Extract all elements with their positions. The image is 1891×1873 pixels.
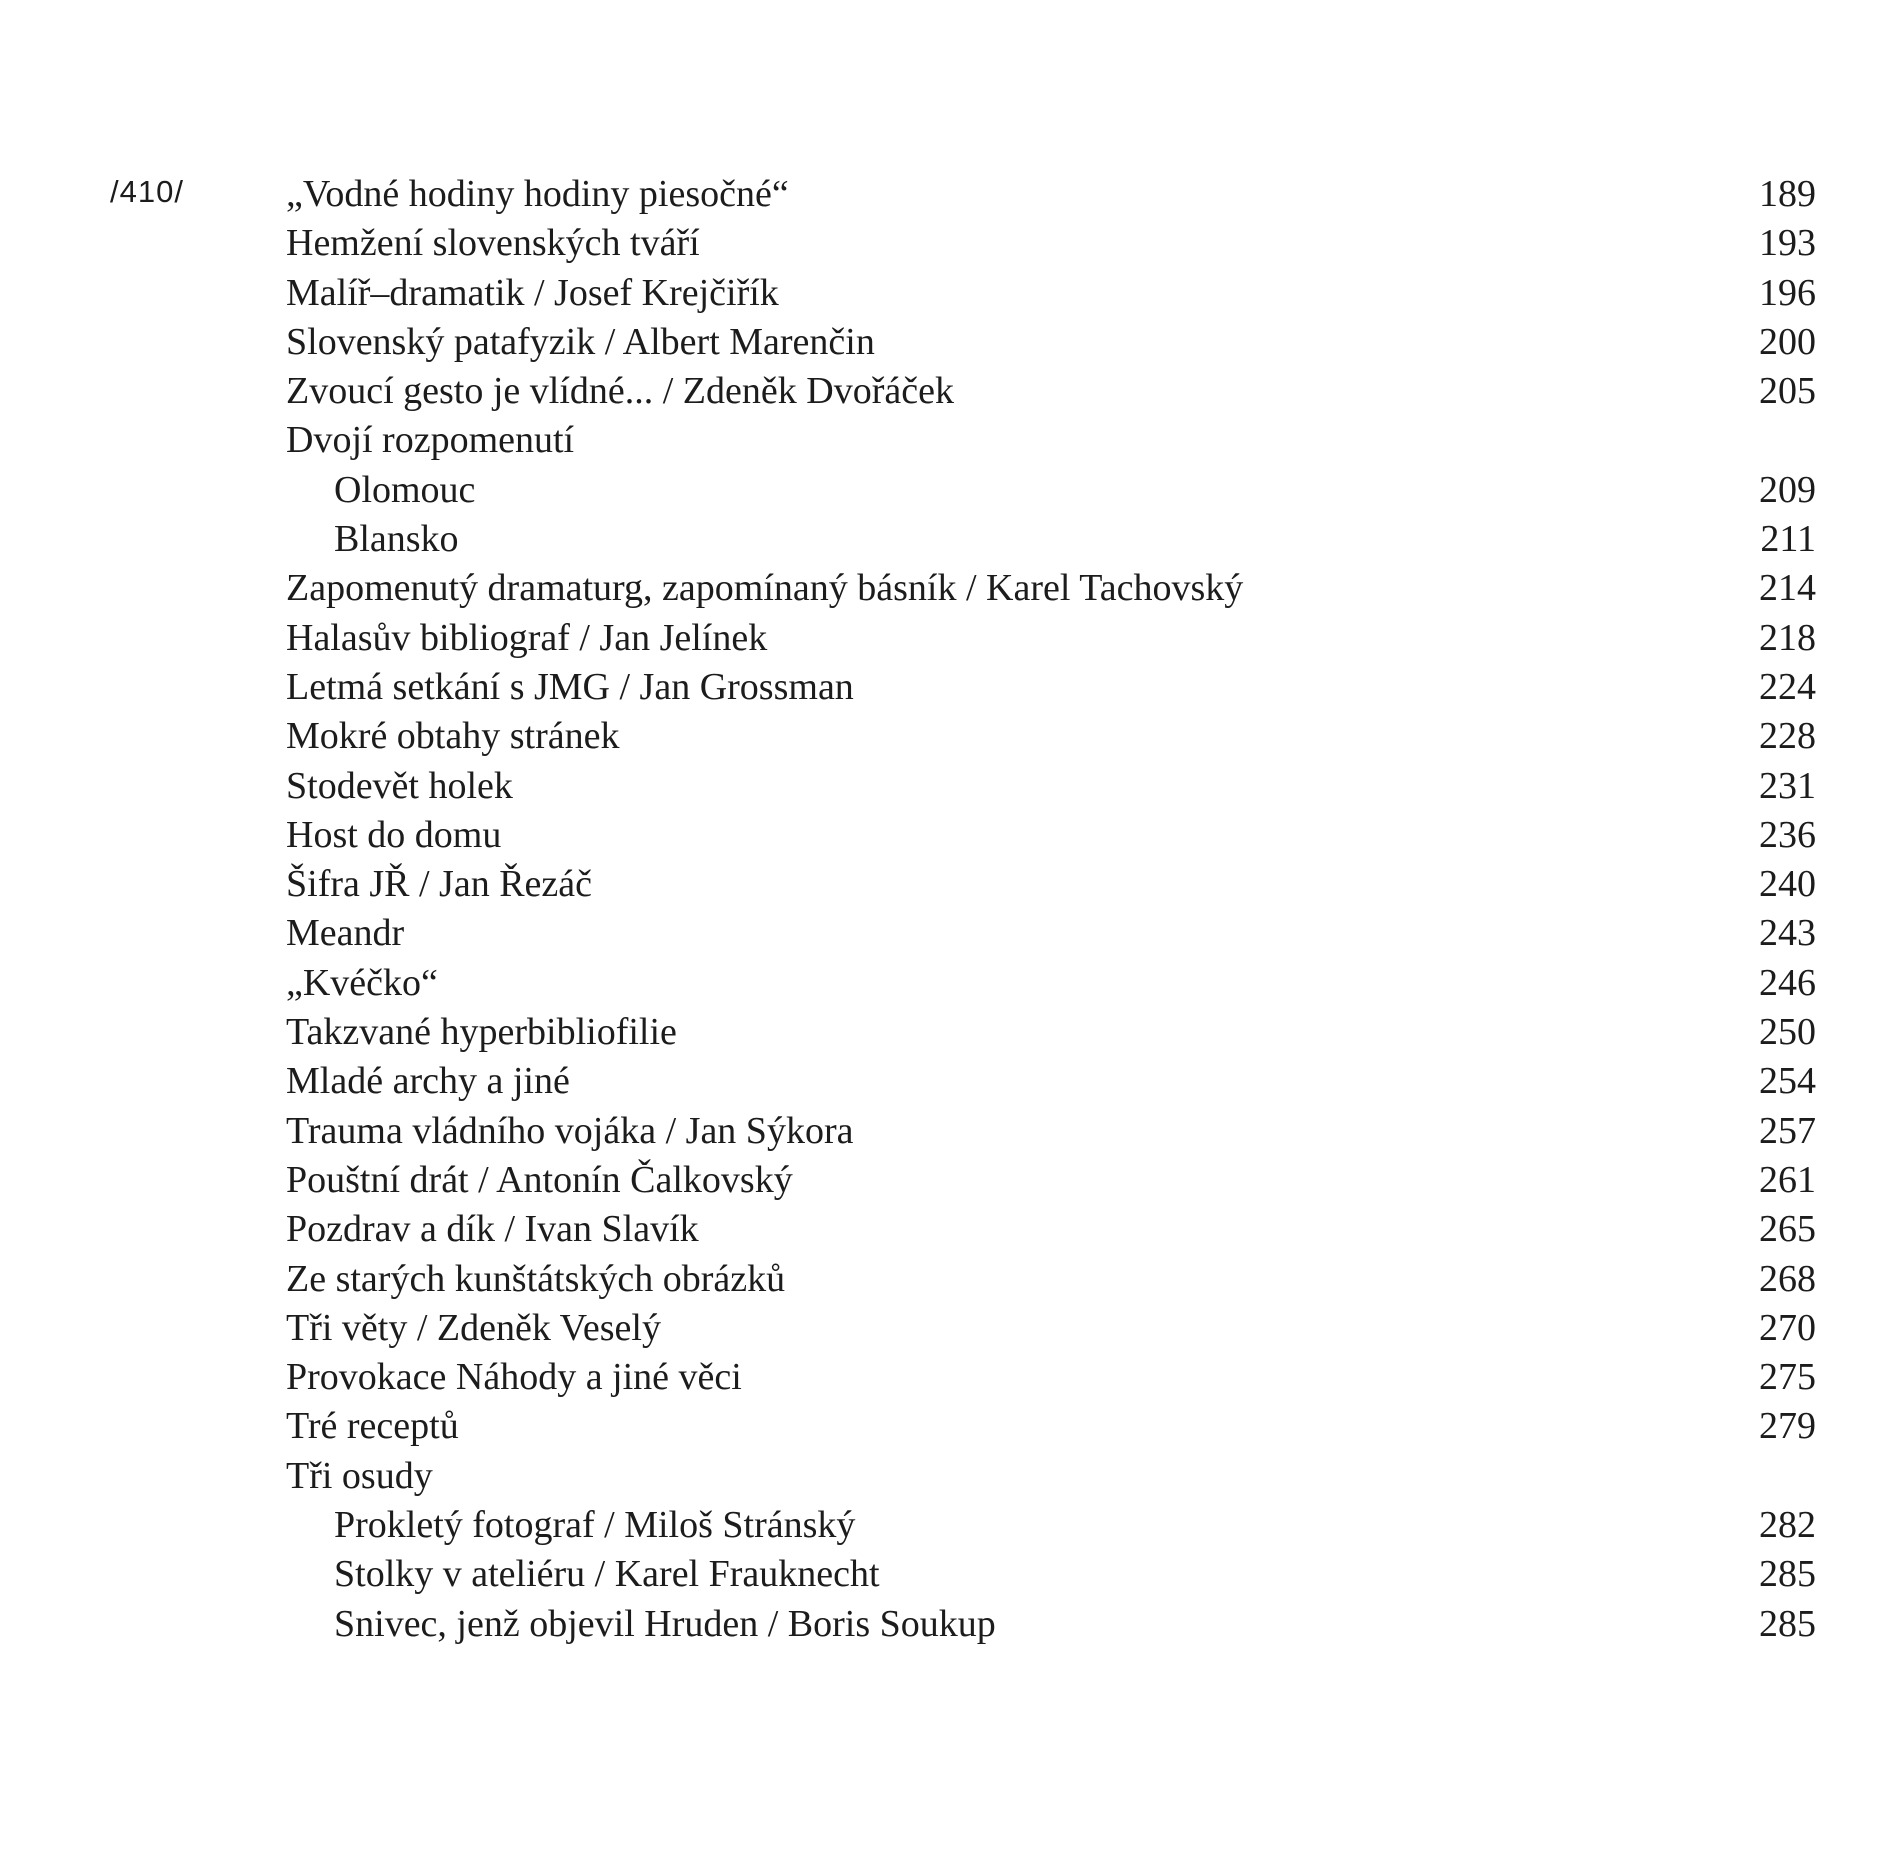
- toc-entry-title: Trauma vládního vojáka / Jan Sýkora: [286, 1109, 854, 1152]
- toc-entry: [286, 1057, 1816, 1106]
- toc-entry-title: Malíř–dramatik / Josef Krejčiřík: [286, 271, 779, 314]
- toc-subentry: [286, 515, 1816, 564]
- toc-entry: [286, 1156, 1816, 1205]
- toc-entry-title: Takzvané hyperbibliofilie: [286, 1011, 677, 1054]
- toc-entry: [286, 762, 1816, 811]
- toc-entry-title: Halasův bibliograf / Jan Jelínek: [286, 616, 768, 659]
- page-number: /410/: [110, 174, 184, 209]
- toc-entry-page-number: 250: [1759, 1011, 1816, 1054]
- toc-entry-page-number: 228: [1759, 715, 1816, 758]
- toc-entry-page-number: 279: [1759, 1405, 1816, 1448]
- toc-entry-page-number: 209: [1759, 468, 1816, 511]
- toc-entry-title: Zapomenutý dramaturg, zapomínaný básník / Karel Tachovský: [286, 567, 1244, 610]
- toc-entry-title: Slovenský patafyzik / Albert Marenčin: [286, 320, 875, 363]
- toc-entry: [286, 367, 1816, 416]
- toc-entry-page-number: 196: [1759, 271, 1816, 314]
- toc-entry-page-number: 205: [1759, 370, 1816, 413]
- toc-entry: [286, 170, 1816, 219]
- toc-entry-page-number: 243: [1759, 912, 1816, 955]
- toc-entry-title: Meandr: [286, 912, 405, 955]
- toc-entry-title: Provokace Náhody a jiné věci: [286, 1356, 742, 1399]
- toc-entry-title: Stodevět holek: [286, 764, 513, 807]
- toc-entry-title: „Vodné hodiny hodiny piesočné“: [286, 173, 789, 215]
- toc-entry: [286, 1304, 1816, 1353]
- toc-entry: [286, 860, 1816, 909]
- toc-entry-page-number: 254: [1759, 1060, 1816, 1103]
- toc-entry: [286, 663, 1816, 712]
- toc-entry-page-number: 265: [1759, 1208, 1816, 1251]
- toc-entry: [286, 1452, 1816, 1501]
- toc-entry-title: Prokletý fotograf / Miloš Stránský: [334, 1504, 856, 1547]
- toc-entry-title: Šifra JŘ / Jan Řezáč: [286, 863, 593, 906]
- toc-entry: [286, 1255, 1816, 1304]
- toc-entry: [286, 318, 1816, 367]
- toc-entry-page-number: 193: [1759, 222, 1816, 265]
- toc-entry-title: Letmá setkání s JMG / Jan Grossman: [286, 665, 854, 708]
- toc-entry-title: „Kvéčko“: [286, 961, 438, 1004]
- toc-entry: [286, 1107, 1816, 1156]
- toc-entry-title: Zvoucí gesto je vlídné... / Zdeněk Dvořáček: [286, 370, 954, 413]
- toc-entry: [286, 1008, 1816, 1057]
- toc-entry: [286, 269, 1816, 318]
- toc-entry: [286, 959, 1816, 1008]
- toc-entry-page-number: 236: [1759, 813, 1816, 856]
- toc-entry-title: Snivec, jenž objevil Hruden / Boris Soukup: [334, 1602, 996, 1645]
- toc-entry-title: Mladé archy a jiné: [286, 1060, 570, 1103]
- toc-entry-page-number: 257: [1759, 1109, 1816, 1152]
- toc-entry-title: Olomouc: [334, 468, 476, 511]
- toc-entry-page-number: 211: [1760, 518, 1816, 561]
- toc-entry-page-number: 214: [1759, 567, 1816, 610]
- toc-entry: [286, 1205, 1816, 1254]
- toc-subentry: [286, 1550, 1816, 1599]
- toc-entry-page-number: 231: [1759, 764, 1816, 807]
- toc-entry-page-number: 270: [1759, 1306, 1816, 1349]
- toc-entry: [286, 564, 1816, 613]
- toc-entry-title: Stolky v ateliéru / Karel Frauknecht: [334, 1553, 880, 1596]
- toc-entry-page-number: 268: [1759, 1257, 1816, 1300]
- toc-entry-title: Tré receptů: [286, 1405, 459, 1448]
- toc-entry-title: Host do domu: [286, 813, 502, 856]
- toc-entry: [286, 614, 1816, 663]
- toc-entry-page-number: 282: [1759, 1504, 1816, 1547]
- toc-entry: [286, 416, 1816, 465]
- toc-entry-title: Hemžení slovenských tváří: [286, 222, 700, 265]
- toc-entry-page-number: 200: [1759, 320, 1816, 363]
- toc-entry-title: Ze starých kunštátských obrázků: [286, 1257, 786, 1300]
- toc-entry-page-number: 240: [1759, 863, 1816, 906]
- toc-entry: [286, 909, 1816, 958]
- toc-subentry: [286, 1600, 1816, 1649]
- toc-entry-page-number: 285: [1759, 1602, 1816, 1645]
- toc-entry-page-number: 275: [1759, 1356, 1816, 1399]
- toc-entry-title: Tři osudy: [286, 1454, 433, 1497]
- toc-subentry: [286, 1501, 1816, 1550]
- toc-entry-page-number: 285: [1759, 1553, 1816, 1596]
- table-of-contents: [286, 170, 1816, 1649]
- toc-entry-title: Blansko: [334, 518, 459, 561]
- toc-subentry: [286, 466, 1816, 515]
- toc-entry-title: Pozdrav a dík / Ivan Slavík: [286, 1208, 699, 1251]
- toc-entry-page-number: 224: [1759, 665, 1816, 708]
- toc-entry-title: Dvojí rozpomenutí: [286, 419, 575, 462]
- toc-entry: [286, 1402, 1816, 1451]
- toc-entry-title: Mokré obtahy stránek: [286, 715, 620, 758]
- toc-entry: [286, 712, 1816, 761]
- toc-entry-page-number: 246: [1759, 961, 1816, 1004]
- toc-entry-title: Tři věty / Zdeněk Veselý: [286, 1306, 661, 1349]
- toc-entry-page-number: 189: [1759, 173, 1816, 215]
- toc-entry: [286, 1353, 1816, 1402]
- toc-entry: [286, 811, 1816, 860]
- toc-entry-page-number: 218: [1759, 616, 1816, 659]
- toc-entry-page-number: 261: [1759, 1158, 1816, 1201]
- toc-entry: [286, 219, 1816, 268]
- toc-entry-title: Pouštní drát / Antonín Čalkovský: [286, 1158, 793, 1201]
